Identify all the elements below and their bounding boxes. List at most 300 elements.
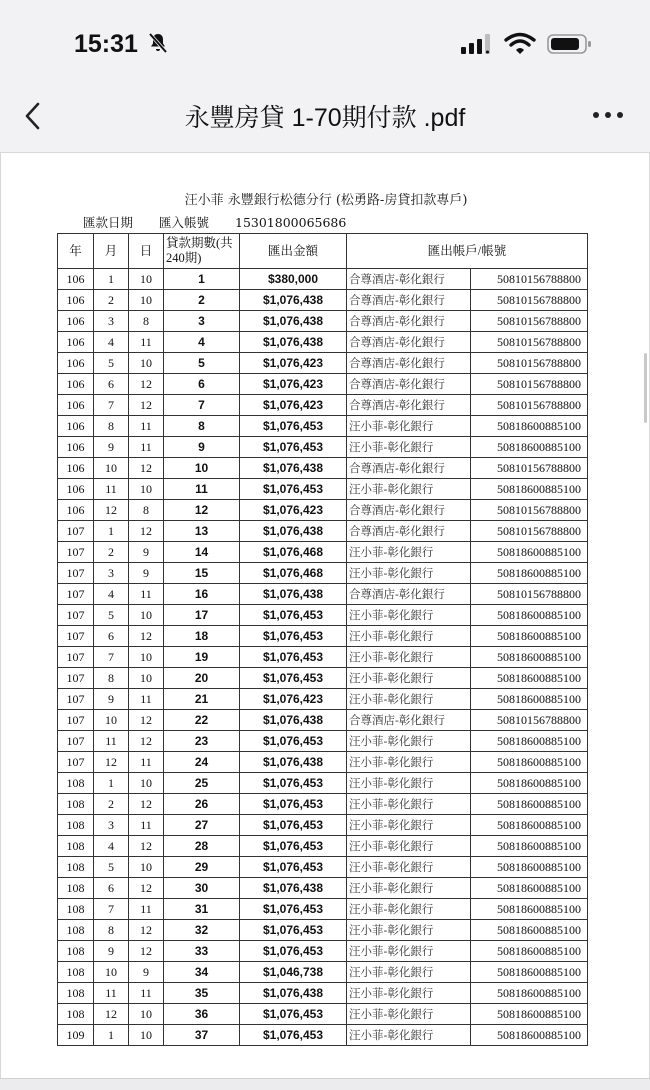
cell-account-number: 50818600885100 [471,836,588,857]
cell-year: 108 [58,941,94,962]
cell-account-number: 50818600885100 [471,941,588,962]
cell-installment: 2 [164,290,240,311]
cell-account-name: 汪小菲-彰化銀行 [347,899,471,920]
cell-installment: 20 [164,668,240,689]
table-row [58,710,588,731]
cell-account-number: 50818600885100 [471,983,588,1004]
cell-day: 12 [129,836,164,857]
cell-amount: $1,076,453 [240,416,347,437]
cell-year: 106 [58,353,94,374]
cell-amount: $1,076,453 [240,731,347,752]
cell-account-name: 合尊酒店-彰化銀行 [347,395,471,416]
cell-year: 107 [58,647,94,668]
cell-month: 6 [94,374,129,395]
cell-month: 11 [94,731,129,752]
cell-account-name: 汪小菲-彰化銀行 [347,668,471,689]
cell-year: 108 [58,836,94,857]
cell-amount: $1,076,453 [240,836,347,857]
document-subheader [83,213,368,231]
cell-day: 11 [129,689,164,710]
cell-year: 107 [58,563,94,584]
table-row [58,647,588,668]
cell-installment: 32 [164,920,240,941]
cell-installment: 30 [164,878,240,899]
table-row [58,437,588,458]
cell-account-name: 汪小菲-彰化銀行 [347,941,471,962]
cell-month: 7 [94,647,129,668]
cell-account-name: 汪小菲-彰化銀行 [347,542,471,563]
cell-year: 108 [58,920,94,941]
table-row [58,836,588,857]
table-row [58,983,588,1004]
col-amount: 匯出金額 [240,234,347,269]
cell-installment: 4 [164,332,240,353]
cell-installment: 23 [164,731,240,752]
cell-account-name: 汪小菲-彰化銀行 [347,1004,471,1025]
cell-account-name: 汪小菲-彰化銀行 [347,773,471,794]
cell-day: 10 [129,269,164,290]
cell-account-number: 50810156788800 [471,584,588,605]
cell-installment: 22 [164,710,240,731]
cell-installment: 29 [164,857,240,878]
cell-year: 109 [58,1025,94,1046]
cell-account-name: 合尊酒店-彰化銀行 [347,458,471,479]
cell-installment: 24 [164,752,240,773]
cell-day: 9 [129,542,164,563]
cell-year: 106 [58,311,94,332]
cell-amount: $1,076,453 [240,941,347,962]
cell-account-number: 50818600885100 [471,689,588,710]
cell-year: 108 [58,815,94,836]
cell-year: 106 [58,437,94,458]
cell-amount: $1,076,453 [240,647,347,668]
cell-account-number: 50818600885100 [471,1004,588,1025]
cell-month: 12 [94,752,129,773]
cell-year: 107 [58,668,94,689]
cell-year: 107 [58,731,94,752]
cell-account-name: 合尊酒店-彰化銀行 [347,374,471,395]
cell-installment: 31 [164,899,240,920]
cell-account-name: 合尊酒店-彰化銀行 [347,269,471,290]
cell-account-number: 50818600885100 [471,479,588,500]
cell-month: 7 [94,395,129,416]
cell-account-number: 50818600885100 [471,857,588,878]
table-row [58,374,588,395]
cell-day: 10 [129,647,164,668]
cell-day: 10 [129,605,164,626]
cell-installment: 3 [164,311,240,332]
cell-amount: $1,076,438 [240,584,347,605]
cell-year: 106 [58,332,94,353]
cell-day: 12 [129,395,164,416]
cell-account-name: 汪小菲-彰化銀行 [347,962,471,983]
cell-installment: 7 [164,395,240,416]
bottom-toolbar [0,1078,650,1090]
remit-date-label: 匯款日期 [83,215,134,230]
cell-month: 2 [94,542,129,563]
cell-installment: 25 [164,773,240,794]
cell-installment: 17 [164,605,240,626]
cell-day: 10 [129,668,164,689]
cell-amount: $1,046,738 [240,962,347,983]
cell-installment: 10 [164,458,240,479]
cell-day: 11 [129,437,164,458]
cell-amount: $1,076,453 [240,479,347,500]
table-row [58,626,588,647]
cell-day: 12 [129,731,164,752]
cell-year: 106 [58,395,94,416]
cell-account-number: 50818600885100 [471,920,588,941]
cell-amount: $1,076,453 [240,815,347,836]
cell-month: 4 [94,584,129,605]
cell-account-number: 50810156788800 [471,290,588,311]
cell-amount: $1,076,453 [240,605,347,626]
cell-amount: $380,000 [240,269,347,290]
cell-account-name: 汪小菲-彰化銀行 [347,689,471,710]
cell-installment: 11 [164,479,240,500]
cell-amount: $1,076,438 [240,710,347,731]
cell-year: 107 [58,626,94,647]
cell-year: 108 [58,794,94,815]
table-row [58,353,588,374]
cell-account-name: 合尊酒店-彰化銀行 [347,521,471,542]
cell-account-name: 汪小菲-彰化銀行 [347,479,471,500]
cell-account-name: 汪小菲-彰化銀行 [347,815,471,836]
cell-account-name: 合尊酒店-彰化銀行 [347,332,471,353]
cell-month: 6 [94,878,129,899]
pdf-page[interactable] [0,152,650,1079]
cell-account-number: 50818600885100 [471,731,588,752]
cell-month: 2 [94,290,129,311]
cell-month: 1 [94,1025,129,1046]
cell-year: 106 [58,290,94,311]
table-row [58,290,588,311]
table-row [58,773,588,794]
cell-account-number: 50818600885100 [471,899,588,920]
table-row [58,752,588,773]
table-row [58,416,588,437]
cell-year: 108 [58,773,94,794]
cell-year: 108 [58,857,94,878]
table-row [58,521,588,542]
cell-account-number: 50818600885100 [471,878,588,899]
cell-account-name: 汪小菲-彰化銀行 [347,1025,471,1046]
cell-year: 106 [58,374,94,395]
cell-amount: $1,076,453 [240,437,347,458]
cell-amount: $1,076,468 [240,563,347,584]
cell-month: 8 [94,920,129,941]
cell-month: 1 [94,521,129,542]
cell-account-name: 汪小菲-彰化銀行 [347,626,471,647]
cell-account-number: 50810156788800 [471,353,588,374]
status-time: 15:31 [74,30,138,58]
table-row [58,815,588,836]
cell-account-name: 汪小菲-彰化銀行 [347,416,471,437]
cell-year: 108 [58,962,94,983]
cell-amount: $1,076,438 [240,878,347,899]
cell-day: 9 [129,962,164,983]
cell-account-number: 50818600885100 [471,605,588,626]
cell-installment: 8 [164,416,240,437]
cell-account-name: 汪小菲-彰化銀行 [347,920,471,941]
table-row [58,584,588,605]
table-row [58,311,588,332]
cell-amount: $1,076,438 [240,983,347,1004]
table-body [58,269,588,1046]
cell-day: 10 [129,479,164,500]
cell-installment: 18 [164,626,240,647]
cell-year: 107 [58,605,94,626]
table-row [58,458,588,479]
table-row [58,899,588,920]
cell-account-name: 汪小菲-彰化銀行 [347,437,471,458]
cell-account-number: 50810156788800 [471,269,588,290]
deposit-account-number: 15301800065686 [235,215,347,230]
cell-day: 12 [129,626,164,647]
table-row [58,500,588,521]
cell-account-number: 50818600885100 [471,815,588,836]
cell-account-number: 50818600885100 [471,626,588,647]
cell-day: 10 [129,1004,164,1025]
cell-account-name: 汪小菲-彰化銀行 [347,857,471,878]
cell-year: 108 [58,983,94,1004]
table-row [58,668,588,689]
cell-month: 4 [94,836,129,857]
cell-account-number: 50810156788800 [471,395,588,416]
cell-day: 11 [129,584,164,605]
status-bar [0,0,650,88]
cell-amount: $1,076,453 [240,1004,347,1025]
cell-account-name: 合尊酒店-彰化銀行 [347,710,471,731]
cell-account-name: 汪小菲-彰化銀行 [347,731,471,752]
cell-account-number: 50818600885100 [471,794,588,815]
cell-day: 12 [129,521,164,542]
cell-amount: $1,076,423 [240,353,347,374]
cell-account-name: 合尊酒店-彰化銀行 [347,311,471,332]
cell-amount: $1,076,438 [240,290,347,311]
cell-day: 12 [129,878,164,899]
cell-day: 12 [129,458,164,479]
table-row [58,395,588,416]
cell-account-number: 50818600885100 [471,416,588,437]
cell-installment: 26 [164,794,240,815]
cell-amount: $1,076,453 [240,668,347,689]
cell-account-number: 50818600885100 [471,773,588,794]
cell-day: 11 [129,332,164,353]
cell-account-number: 50818600885100 [471,1025,588,1046]
cell-amount: $1,076,438 [240,311,347,332]
table-row [58,731,588,752]
cell-account-name: 汪小菲-彰化銀行 [347,878,471,899]
payment-table [57,233,588,1046]
cell-day: 11 [129,899,164,920]
cell-account-number: 50810156788800 [471,332,588,353]
table-row [58,962,588,983]
cell-month: 11 [94,983,129,1004]
col-year: 年 [58,234,94,269]
document-header: 汪小菲 永豐銀行松德分行 (松勇路-房貸扣款專戶) [184,193,468,208]
cell-installment: 12 [164,500,240,521]
cell-month: 1 [94,269,129,290]
cell-month: 9 [94,689,129,710]
cell-installment: 21 [164,689,240,710]
col-day: 日 [129,234,164,269]
cell-account-name: 汪小菲-彰化銀行 [347,983,471,1004]
cell-account-number: 50818600885100 [471,962,588,983]
cell-day: 11 [129,815,164,836]
cell-day: 11 [129,752,164,773]
cell-amount: $1,076,453 [240,1025,347,1046]
cell-amount: $1,076,453 [240,899,347,920]
cell-month: 10 [94,962,129,983]
cell-installment: 19 [164,647,240,668]
cell-account-number: 50818600885100 [471,542,588,563]
cell-year: 106 [58,416,94,437]
cell-month: 2 [94,794,129,815]
table-header-row [58,234,588,269]
cell-day: 12 [129,794,164,815]
cell-account-number: 50810156788800 [471,311,588,332]
cell-account-number: 50810156788800 [471,710,588,731]
cell-installment: 36 [164,1004,240,1025]
cell-year: 107 [58,710,94,731]
cell-month: 8 [94,668,129,689]
cell-month: 10 [94,458,129,479]
cell-amount: $1,076,453 [240,794,347,815]
cell-account-name: 汪小菲-彰化銀行 [347,605,471,626]
cell-account-name: 汪小菲-彰化銀行 [347,647,471,668]
cell-month: 1 [94,773,129,794]
cell-day: 10 [129,773,164,794]
cell-month: 3 [94,815,129,836]
cell-month: 5 [94,353,129,374]
cell-account-number: 50810156788800 [471,458,588,479]
cell-day: 12 [129,374,164,395]
table-row [58,563,588,584]
cell-amount: $1,076,423 [240,500,347,521]
cell-day: 8 [129,311,164,332]
cell-year: 108 [58,899,94,920]
cell-amount: $1,076,438 [240,332,347,353]
cell-account-name: 合尊酒店-彰化銀行 [347,353,471,374]
cell-month: 10 [94,710,129,731]
cell-account-name: 合尊酒店-彰化銀行 [347,584,471,605]
table-row [58,1004,588,1025]
cell-account-number: 50818600885100 [471,437,588,458]
cell-day: 10 [129,353,164,374]
document-title: 永豐房貸 1-70期付款 .pdf [184,104,466,132]
more-options-icon[interactable] [588,100,628,130]
cell-month: 9 [94,437,129,458]
cell-year: 106 [58,479,94,500]
cell-amount: $1,076,423 [240,689,347,710]
cell-account-number: 50818600885100 [471,647,588,668]
cell-month: 3 [94,563,129,584]
cell-amount: $1,076,453 [240,920,347,941]
cell-day: 12 [129,710,164,731]
cell-installment: 5 [164,353,240,374]
cell-installment: 9 [164,437,240,458]
cell-installment: 27 [164,815,240,836]
table-row [58,269,588,290]
cell-year: 106 [58,269,94,290]
cell-month: 8 [94,416,129,437]
cell-month: 12 [94,500,129,521]
deposit-account-label: 匯入帳號 [159,215,210,230]
cell-account-name: 汪小菲-彰化銀行 [347,794,471,815]
cell-installment: 1 [164,269,240,290]
cell-day: 10 [129,290,164,311]
table-row [58,857,588,878]
cell-day: 11 [129,983,164,1004]
cell-installment: 16 [164,584,240,605]
cell-account-number: 50810156788800 [471,500,588,521]
cell-day: 11 [129,416,164,437]
cell-account-name: 合尊酒店-彰化銀行 [347,500,471,521]
battery-icon [547,33,593,55]
cell-account-number: 50818600885100 [471,668,588,689]
cell-year: 107 [58,689,94,710]
cell-account-number: 50810156788800 [471,374,588,395]
cell-day: 12 [129,920,164,941]
cell-installment: 28 [164,836,240,857]
nav-bar [0,88,650,148]
cell-account-number: 50818600885100 [471,752,588,773]
cell-installment: 34 [164,962,240,983]
table-row [58,878,588,899]
cell-installment: 35 [164,983,240,1004]
table-row [58,542,588,563]
cell-day: 8 [129,500,164,521]
cell-installment: 15 [164,563,240,584]
cell-month: 5 [94,605,129,626]
table-row [58,941,588,962]
cell-month: 5 [94,857,129,878]
cell-installment: 37 [164,1025,240,1046]
col-installment: 貸款期數(共240期) [164,234,240,269]
col-month: 月 [94,234,129,269]
cell-installment: 33 [164,941,240,962]
cell-year: 107 [58,752,94,773]
cell-amount: $1,076,468 [240,542,347,563]
cell-year: 108 [58,878,94,899]
cell-year: 107 [58,521,94,542]
cell-installment: 14 [164,542,240,563]
table-row [58,689,588,710]
cellular-signal-icon [460,33,494,55]
table-row [58,920,588,941]
bell-off-icon [146,31,170,55]
cell-account-number: 50810156788800 [471,521,588,542]
table-row [58,794,588,815]
cell-amount: $1,076,438 [240,521,347,542]
cell-year: 107 [58,584,94,605]
cell-amount: $1,076,423 [240,374,347,395]
cell-year: 107 [58,542,94,563]
table-row [58,1025,588,1046]
scrollbar-thumb[interactable] [644,353,647,423]
cell-amount: $1,076,438 [240,458,347,479]
cell-year: 108 [58,1004,94,1025]
col-source-account: 匯出帳戶/帳號 [347,234,588,269]
cell-amount: $1,076,453 [240,857,347,878]
cell-day: 10 [129,1025,164,1046]
cell-account-name: 汪小菲-彰化銀行 [347,563,471,584]
cell-amount: $1,076,453 [240,626,347,647]
cell-amount: $1,076,423 [240,395,347,416]
cell-account-name: 汪小菲-彰化銀行 [347,836,471,857]
cell-month: 11 [94,479,129,500]
